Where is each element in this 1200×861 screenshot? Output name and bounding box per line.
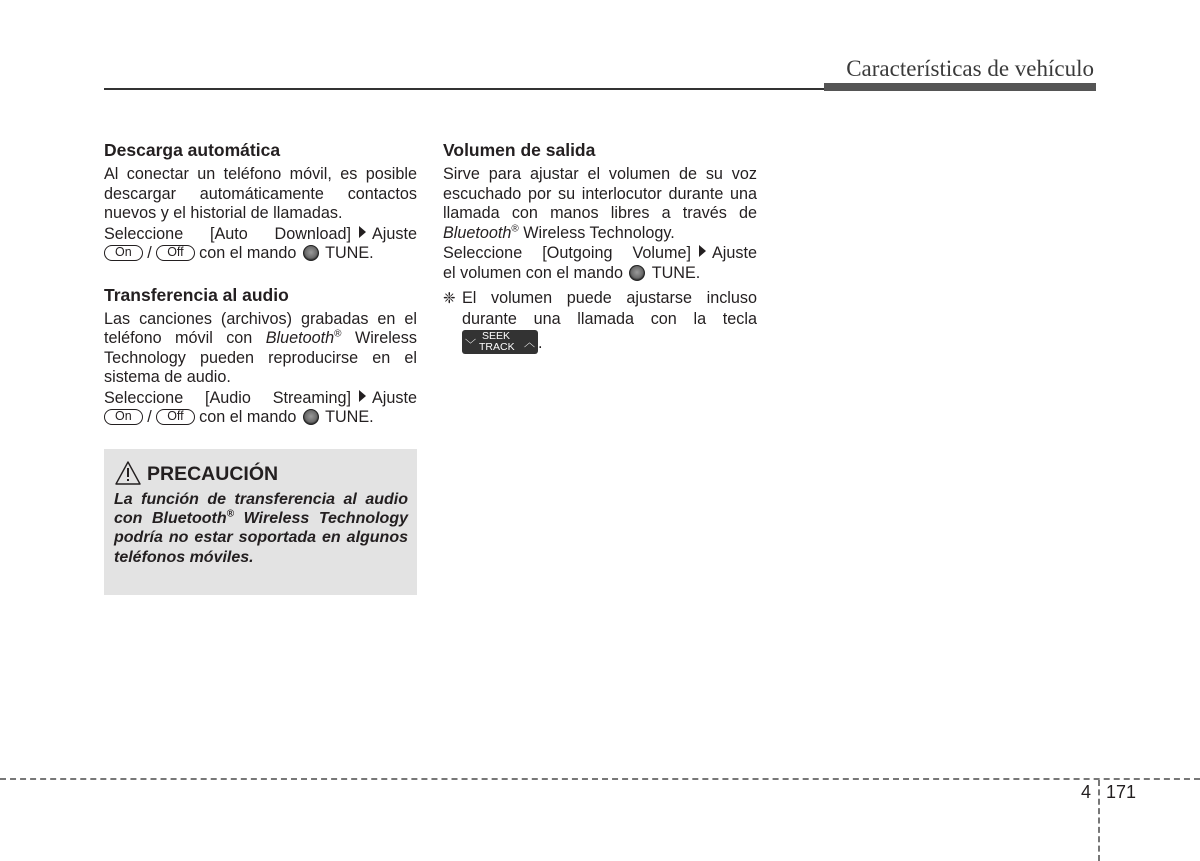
- instruction-text: el volumen con el mando: [443, 263, 623, 282]
- instruction-text: Seleccione [Audio Streaming]: [104, 388, 351, 407]
- text-run: Wireless Technology podría no estar soportada en algunos teléfonos móviles.: [114, 510, 409, 566]
- volume-note: [443, 288, 757, 354]
- text-run: Las canciones (archivos) grabadas en el teléfono móvil con: [104, 309, 417, 347]
- section-heading-audio-transfer: Transferencia al audio: [104, 284, 289, 305]
- caution-header: [115, 461, 278, 485]
- header-rule-accent: [824, 83, 1096, 91]
- header-title: Características de vehículo: [846, 56, 1094, 81]
- instruction-text: con el mando: [199, 408, 297, 426]
- audio-transfer-setting-line: [104, 408, 417, 428]
- instruction-text: Seleccione [Outgoing Volume]: [443, 244, 691, 262]
- registered-mark: ®: [226, 508, 235, 520]
- instruction-text: Seleccione [Auto Download]: [104, 224, 351, 243]
- track-label: TRACK: [479, 341, 515, 353]
- note-text: El volumen puede ajustarse incluso durante una llamada con la tecla: [462, 289, 757, 328]
- on-button-label: On: [104, 245, 143, 261]
- right-column: [443, 139, 757, 354]
- tune-label: TUNE.: [325, 408, 374, 426]
- chapter-number: 4: [1081, 782, 1092, 802]
- outgoing-volume-instruction: [443, 244, 757, 264]
- instruction-text: Ajuste: [372, 388, 417, 407]
- audio-transfer-instruction: [104, 389, 417, 409]
- outgoing-volume-description: [443, 165, 757, 243]
- page-number: 171: [1106, 782, 1137, 802]
- footer-divider: [0, 778, 1200, 780]
- registered-mark: ®: [511, 223, 519, 235]
- arrow-right-icon: [699, 245, 706, 257]
- text-run: .: [538, 334, 543, 352]
- header-rule: [104, 88, 824, 90]
- chevron-up-icon: ︿: [524, 337, 535, 349]
- chevron-down-icon: ﹀: [465, 339, 476, 351]
- tune-knob-icon: [303, 409, 319, 425]
- text-run: Sirve para ajustar el volumen de su voz escuchado por su interlocutor durante una llamada con manos libres a través de: [443, 165, 757, 222]
- arrow-right-icon: [359, 226, 366, 238]
- instruction-text: Ajuste: [372, 224, 417, 243]
- instruction-text: con el mando: [199, 244, 297, 262]
- footer-vertical-divider: [1098, 780, 1100, 861]
- tune-label: TUNE.: [325, 244, 374, 262]
- caution-box: [104, 449, 417, 595]
- text-run: La función de transferencia al audio con Bluetooth: [114, 491, 408, 528]
- caution-body: [114, 490, 408, 567]
- off-button-label: Off: [156, 409, 194, 425]
- outgoing-volume-setting-line: [443, 264, 757, 284]
- text-run: Wireless Technology pueden reproducirse en el sistema de audio.: [104, 329, 417, 386]
- auto-download-setting-line: [104, 244, 417, 264]
- auto-download-instruction: [104, 225, 417, 245]
- audio-transfer-description: [104, 310, 417, 388]
- bluetooth-term: Bluetooth: [443, 223, 512, 242]
- seek-track-button-icon: [462, 330, 538, 354]
- section-heading-auto-download: Descarga automática: [104, 140, 281, 160]
- auto-download-description: Al conectar un teléfono móvil, es posible descargar automáticamente contactos nuevos y el historial de llamadas.: [104, 165, 417, 222]
- note-mark-icon: ❈: [443, 290, 456, 307]
- separator: /: [147, 408, 152, 426]
- arrow-right-icon: [359, 390, 366, 402]
- tune-knob-icon: [303, 245, 319, 261]
- tune-label: TUNE.: [651, 263, 701, 282]
- on-button-label: On: [104, 409, 143, 425]
- tune-knob-icon: [629, 265, 645, 281]
- seek-label: SEEK: [482, 330, 511, 342]
- section-heading-outgoing-volume: Volumen de salida: [443, 140, 596, 160]
- caution-title: PRECAUCIÓN: [147, 463, 279, 485]
- off-button-label: Off: [156, 245, 194, 261]
- registered-mark: ®: [334, 328, 342, 340]
- instruction-text: Ajuste: [712, 244, 757, 262]
- text-run: Wireless Technology.: [523, 223, 675, 242]
- warning-icon: [115, 461, 141, 485]
- left-column: [104, 139, 417, 428]
- bluetooth-term: Bluetooth: [265, 329, 335, 347]
- separator: /: [147, 244, 152, 262]
